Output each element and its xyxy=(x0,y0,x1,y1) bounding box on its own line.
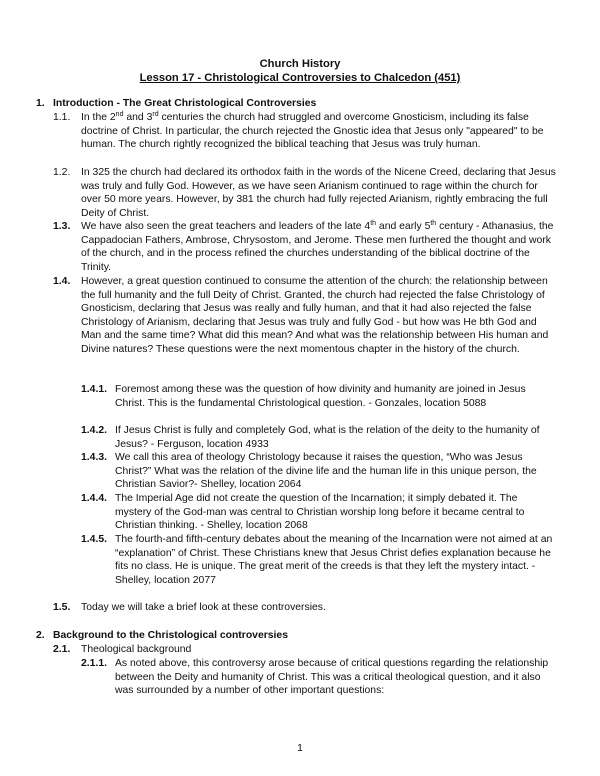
paragraph-1-4-1 xyxy=(81,383,556,410)
paragraph-text: In the 2nd and 3rd centuries the church had struggled and overcome Gnosticism, including its false doctrine of Christ. In particular, the church rejected the Gnostic idea that Jesus only "appeared" to be human. The church rightly recognized the biblical teaching that Jesus was truly human. xyxy=(81,111,544,151)
paragraph-text: The Imperial Age did not create the question of the Incarnation; it simply debated it. The mystery of the God-man was central to Christian worship long before it became central to Christian thinking. - Shelley, location 2068 xyxy=(115,493,525,532)
paragraph-number: 1.2. xyxy=(53,167,71,178)
section-2-heading xyxy=(36,629,556,643)
paragraph-2-1-1 xyxy=(81,657,556,698)
section-number: 1. xyxy=(36,98,45,109)
paragraph-text: We have also seen the great teachers and leaders of the late 4th and early 5th century - Athanasius, the Cappadocian Fathers, Ambrose, Chrysostom, and Jerome. These men furthered the thought and work of the church, and in the process refined the churches understanding of the biblical doctrine of the Trinity. xyxy=(81,220,554,273)
paragraph-number: 1.1. xyxy=(53,112,71,123)
paragraph-number: 1.4. xyxy=(53,276,71,287)
paragraph-1-2 xyxy=(53,166,556,220)
paragraph-1-4-3 xyxy=(81,451,556,492)
paragraph-text: Theological background xyxy=(81,644,192,655)
section-1-heading xyxy=(36,97,556,111)
paragraph-1-1 xyxy=(53,111,556,152)
section-title: Background to the Christological controversies xyxy=(53,630,288,641)
paragraph-1-4-4 xyxy=(81,492,556,533)
paragraph-number: 2.1. xyxy=(53,644,71,655)
lesson-subtitle: Lesson 17 - Christological Controversies to Chalcedon (451) xyxy=(139,72,461,84)
paragraph-number: 1.5. xyxy=(53,602,71,613)
paragraph-text: We call this area of theology Christology because it raises the question, “Who was Jesus Christ?” What was the relation of the divine life and the human life in this unique person, the Christian Savior?- Shelley, location 2064 xyxy=(115,452,537,491)
page-number: 1 xyxy=(297,743,303,754)
paragraph-1-4-5 xyxy=(81,533,556,587)
paragraph-text: The fourth-and fifth-century debates about the meaning of the Incarnation were not aimed at an “explanation” of Christ. These Christians knew that Jesus Christ defies explanation because he fits no class. He is unique. The great merit of the creeds is that they left the mystery intact. - Shelley, location 2077 xyxy=(115,534,553,586)
section-number: 2. xyxy=(36,630,45,641)
paragraph-number: 1.4.3. xyxy=(81,452,107,463)
paragraph-number: 1.4.5. xyxy=(81,534,107,545)
paragraph-1-5 xyxy=(53,601,556,615)
paragraph-number: 1.4.1. xyxy=(81,384,107,395)
paragraph-1-3 xyxy=(53,220,556,274)
section-title: Introduction - The Great Christological Controversies xyxy=(53,98,317,109)
paragraph-number: 1.4.2. xyxy=(81,425,107,436)
paragraph-1-4 xyxy=(53,275,556,357)
paragraph-number: 1.4.4. xyxy=(81,493,107,504)
document-title: Church History xyxy=(259,58,341,70)
paragraph-number: 2.1.1. xyxy=(81,658,107,669)
paragraph-2-1 xyxy=(53,643,556,657)
paragraph-1-4-2 xyxy=(81,424,556,451)
paragraph-text: As noted above, this controversy arose because of critical questions regarding the relationship between the Deity and humanity of Christ. This was a critical theological question, and it also was surrounded by a number of other important questions: xyxy=(115,658,549,697)
paragraph-text: Foremost among these was the question of how divinity and humanity are joined in Jesus Christ. This is the fundamental Christological question. - Gonzales, location 5088 xyxy=(115,384,526,409)
paragraph-number: 1.3. xyxy=(53,221,71,232)
paragraph-text: However, a great question continued to consume the attention of the church: the relationship between the full humanity and the full Deity of Christ. Granted, the church had rejected the false Christology of Gnosticism, declaring that Jesus was really and fully human, and that it had also rejected the false Christology of Arianism, declaring that Jesus was truly and fully God - but how was He bth God and Man and the same time? What did this mean? And what was the relationship between His human and Divine natures? These questions were the next momentous chapter in the history of the church. xyxy=(81,276,549,355)
paragraph-text: If Jesus Christ is fully and completely God, what is the relation of the deity to the humanity of Jesus? - Ferguson, location 4933 xyxy=(115,425,540,450)
paragraph-text: In 325 the church had declared its orthodox faith in the words of the Nicene Creed, declaring that Jesus was truly and fully God. However, as we have seen Arianism continued to rage within the church for over 50 more years. However, by 381 the church had fully rejected Arianism, rightly embracing the full Deity of Christ. xyxy=(81,167,556,219)
paragraph-text: Today we will take a brief look at these controversies. xyxy=(81,602,326,613)
